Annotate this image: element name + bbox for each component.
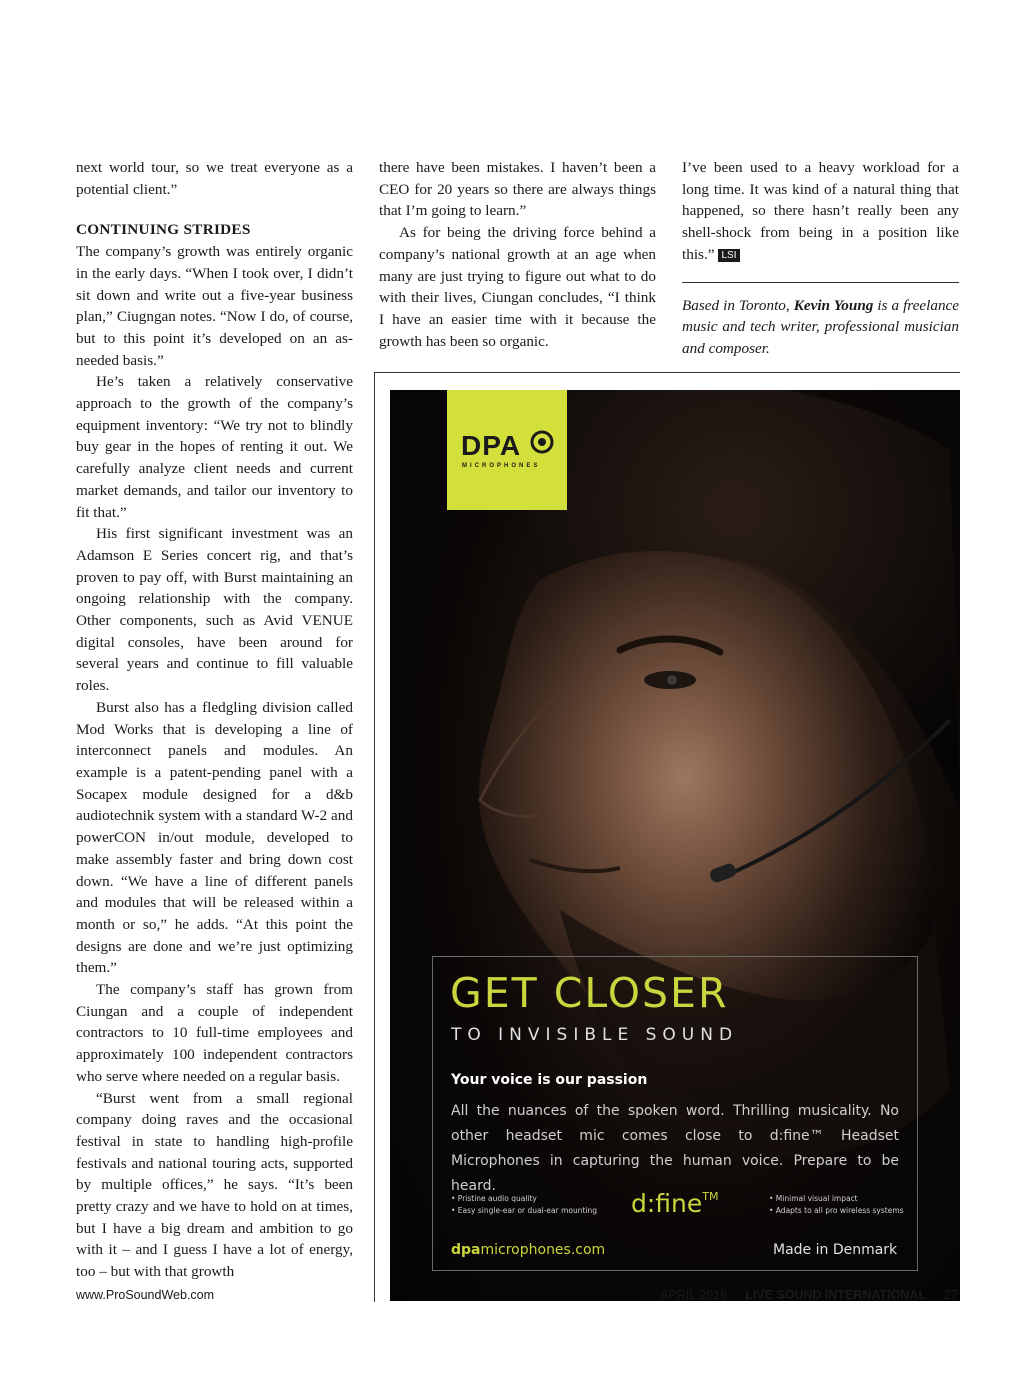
ad-frame-top-line xyxy=(374,372,960,373)
paragraph: The company’s staff has grown from Ciungan and a couple of independent contractors to 10 full-time employees and approximately 100 independent contractors who serve where needed on a regular basis. xyxy=(76,981,353,1085)
paragraph: He’s taken a relatively conservative approach to the growth of the company’s equipment inventory: “We try not to blindly buy gear in the hopes of renting it out. We carefully analyze client needs and current market demands, and tailor our inventory to fit that.” xyxy=(76,373,353,521)
url-bold: dpa xyxy=(451,1242,481,1258)
paragraph: His first significant investment was an Adamson E Series concert rig, and that’s proven to pay off, with Burst maintaining an ongoing relationship with the company. Other components, such as Avid VENUE digital consoles, have been around for several years and continue to fill valuable roles. xyxy=(76,525,353,695)
feature-item: • Easy single-ear or dual-ear mounting xyxy=(451,1206,598,1215)
ad-copy-panel xyxy=(432,956,918,1271)
paragraph-text: I’ve been used to a heavy workload for a long time. It was kind of a natural thing that happened, so there hasn’t really been any shell-shock from being in a position like this.” xyxy=(682,159,959,263)
feature-item: • Minimal visual impact xyxy=(769,1194,858,1203)
ad-subheadline: TO INVISIBLE SOUND xyxy=(451,1025,739,1045)
footer-website: www.ProSoundWeb.com xyxy=(76,1288,215,1302)
paragraph: As for being the driving force behind a company’s national growth at an age when many are just trying to figure out what to do with their lives, Ciungan concludes, “I think I have an easier time with it because the growth has been so organic. xyxy=(379,224,656,350)
feature-list-left xyxy=(451,1193,597,1217)
paragraph: The company’s growth was entirely organic in the early days. “When I took over, I didn’t sit down and write out a five-year business plan,” Ciugngan notes. “Now I do, of course, but to this point it’s developed on an as-needed basis.” xyxy=(76,243,353,369)
trademark: TM xyxy=(702,1190,719,1203)
paragraph: there have been mistakes. I haven’t been a CEO for 20 years so there are always things that I’m going to learn.” xyxy=(379,159,656,220)
ad-website xyxy=(451,1242,605,1258)
article-column-3 xyxy=(682,157,959,360)
dpa-logo-icon xyxy=(530,430,554,454)
article-column-2 xyxy=(379,157,656,352)
footer-info xyxy=(660,1288,958,1302)
product-logo xyxy=(631,1189,718,1218)
bio-suffix: is a freelance music and tech writer, professional musician and composer. xyxy=(682,296,960,357)
feature-item: • Adapts to all pro wireless systems xyxy=(769,1206,904,1215)
section-heading: CONTINUING STRIDES xyxy=(76,221,251,239)
brand-subtitle: MICROPHONES xyxy=(462,463,541,469)
ad-tagline: Your voice is our passion xyxy=(451,1072,648,1088)
author-name: Kevin Young xyxy=(793,296,874,314)
bio-prefix: Based in Toronto, xyxy=(682,296,790,314)
magazine-name: LIVE SOUND INTERNATIONAL xyxy=(745,1288,927,1302)
product-name: d:fine xyxy=(631,1189,703,1218)
url-rest: microphones.com xyxy=(480,1242,606,1258)
ad-headline: GET CLOSER xyxy=(450,969,729,1017)
divider xyxy=(682,282,959,283)
author-bio xyxy=(682,295,959,360)
ad-frame-left-line xyxy=(374,372,375,1302)
feature-item: • Pristine audio quality xyxy=(451,1194,537,1203)
page-number: 27 xyxy=(944,1288,958,1302)
article-column-1 xyxy=(76,157,353,1283)
paragraph xyxy=(682,157,959,266)
dpa-logo-box xyxy=(447,390,567,510)
paragraph: Burst also has a fledgling division called Mod Works that is developing a line of interconnect panels and modules. An example is a patent-pending panel with a Socapex module designed for a d&b audiotechnik system with a standard W-2 and powerCON in/out module, developed to make assembly faster and bring down cost down. “We have a line of different panels and modules that will be released within a month or so,” he adds. “At this point the designs are done and we’re just optimizing them.” xyxy=(76,698,353,977)
made-in-label: Made in Denmark xyxy=(773,1242,898,1258)
end-mark: LSI xyxy=(718,249,739,262)
ad-body-copy: All the nuances of the spoken word. Thrilling musicality. No other headset mic comes close to d:fine™ Headset Microphones in capturing the human voice. Prepare to be heard. xyxy=(451,1103,899,1194)
dpa-advertisement xyxy=(390,390,960,1301)
paragraph: next world tour, so we treat everyone as a potential client.” xyxy=(76,159,353,198)
brand-name: DPA xyxy=(461,430,522,461)
issue-date: APRIL 2016 xyxy=(660,1288,728,1302)
paragraph: “Burst went from a small regional company doing raves and the occasional festival in state to handling high-profile festivals and national touring acts, supported by multiple offices,” he says. “It’s been pretty crazy and we have to hold on at times, but I have a big dream and ambition to go with it – and I guess I have a lot of energy, too – but with that growth xyxy=(76,1089,353,1281)
feature-list-right xyxy=(769,1193,904,1217)
